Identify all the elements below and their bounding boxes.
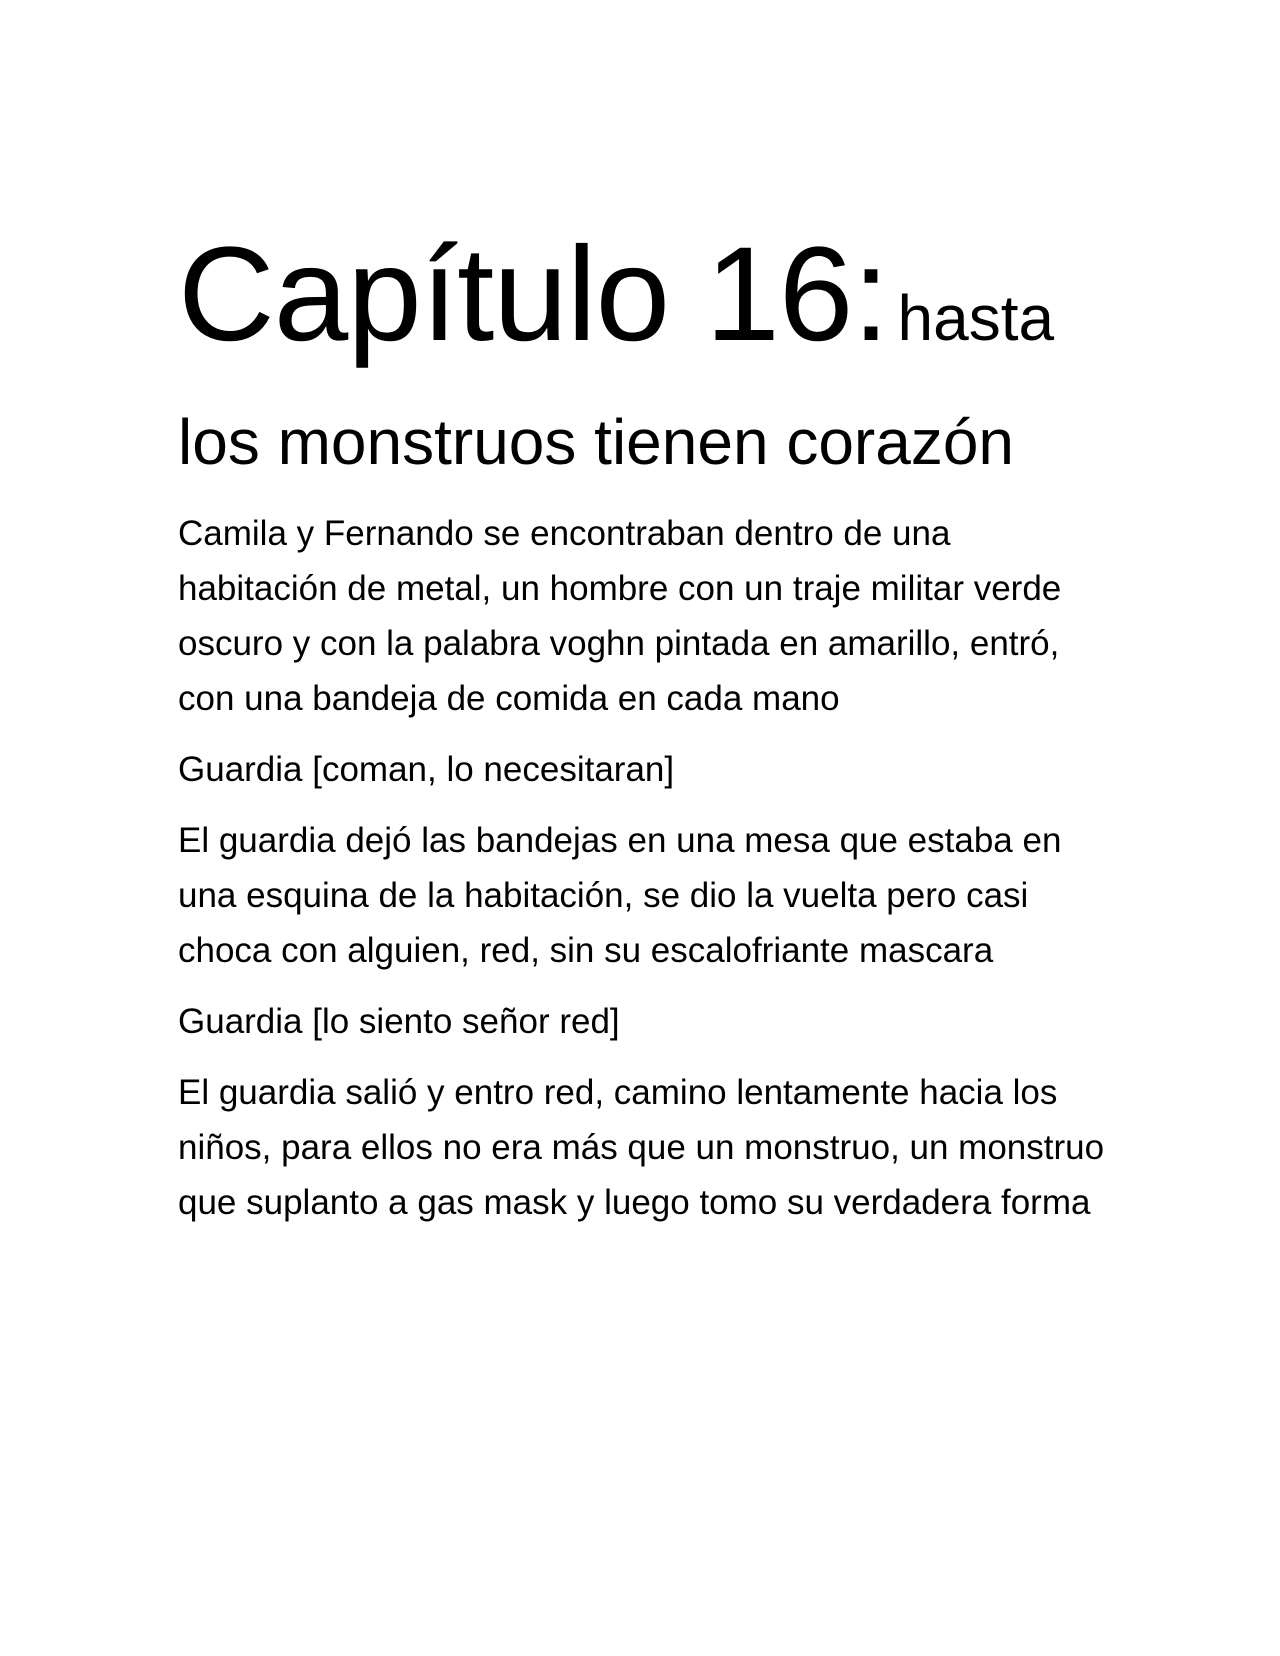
chapter-title xyxy=(178,220,1118,369)
paragraph: El guardia dejó las bandejas en una mesa que estaba en una esquina de la habitación, se dio la vuelta pero casi choca con alguien, red, sin su escalofriante mascara xyxy=(178,821,1062,970)
chapter-number: Capítulo 16: xyxy=(178,220,889,369)
paragraph: Camila y Fernando se encontraban dentro de una habitación de metal, un hombre con un traje militar verde oscuro y con la palabra voghn pintada en amarillo, entró, con una bandeja de comida en cada mano xyxy=(178,514,1062,718)
dialogue-line: Guardia [lo siento señor red] xyxy=(178,1002,620,1041)
chapter-body xyxy=(178,506,1118,1230)
document-page xyxy=(178,220,1118,1246)
dialogue-line: Guardia [coman, lo necesitaran] xyxy=(178,750,675,789)
chapter-title-start: hasta xyxy=(897,282,1055,354)
paragraph: El guardia salió y entro red, camino lentamente hacia los niños, para ellos no era más que un monstruo, un monstruo que suplanto a gas mask y luego tomo su verdadera forma xyxy=(178,1073,1105,1222)
chapter-title-continuation: los monstruos tienen corazón xyxy=(178,406,1014,478)
